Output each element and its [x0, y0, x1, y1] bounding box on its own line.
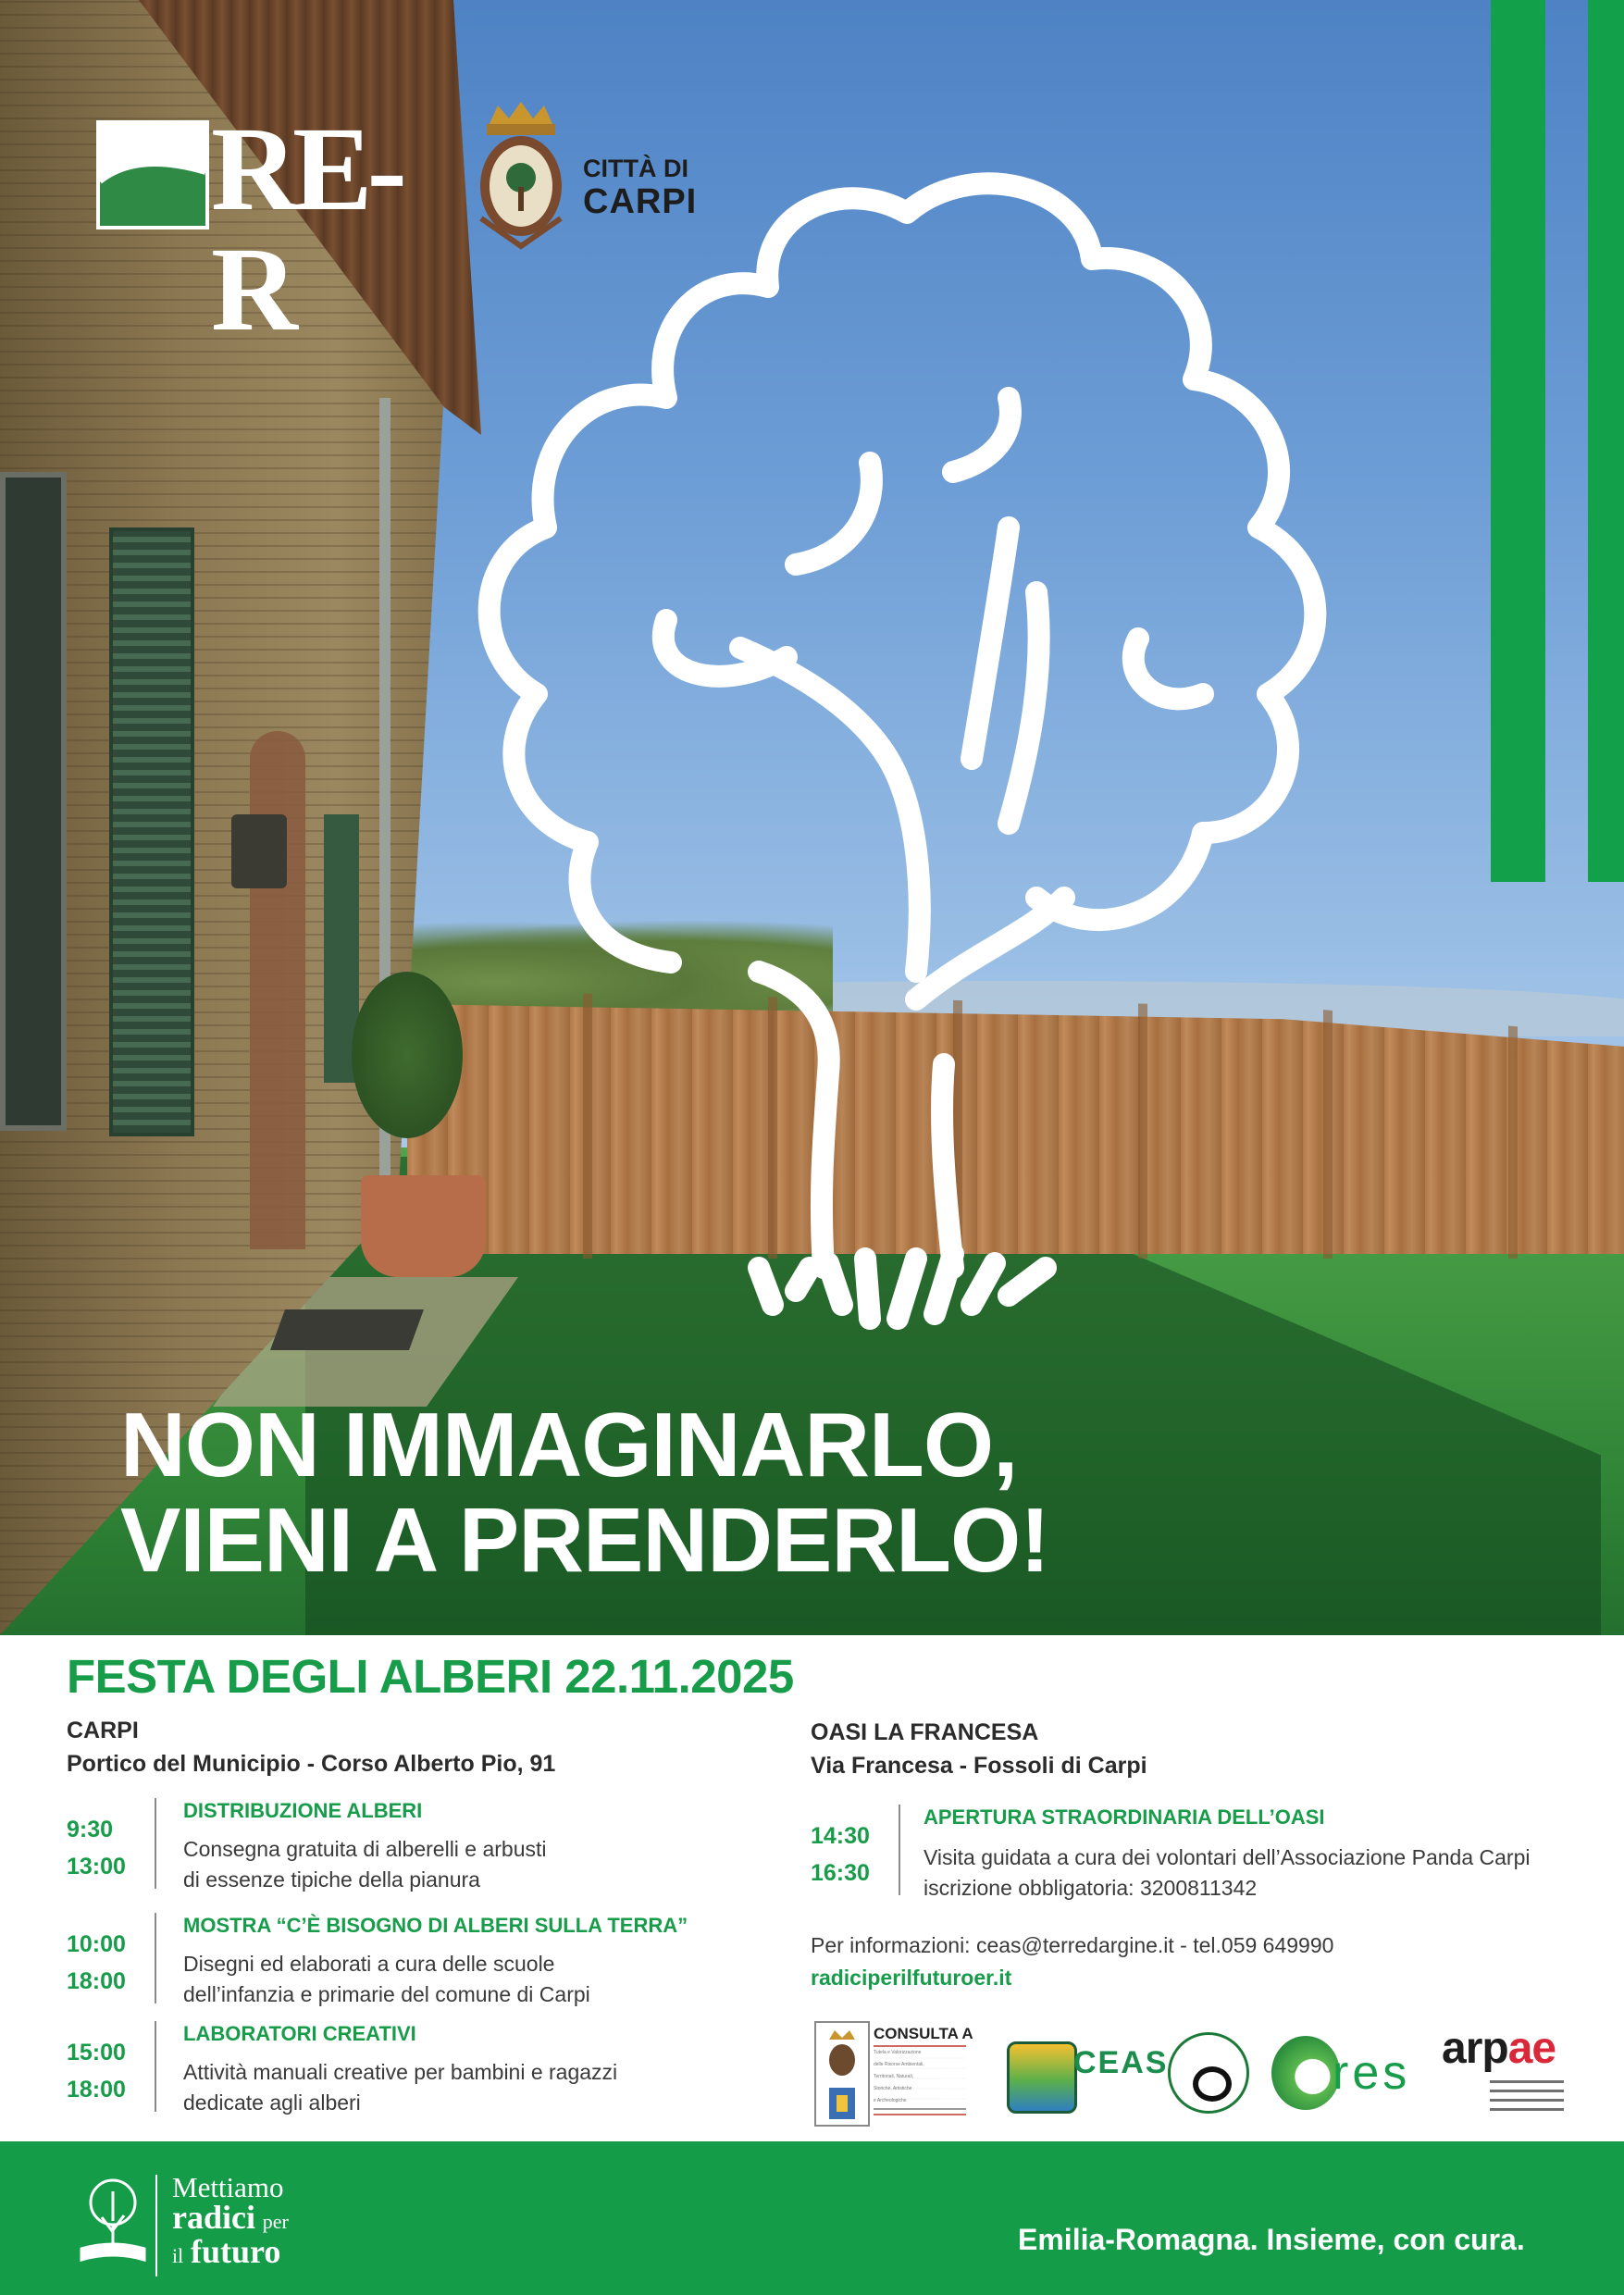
- headline: [120, 1394, 1049, 1591]
- activity-description: [183, 2057, 775, 2119]
- rer-wordmark: RE-R: [211, 103, 402, 356]
- start-time: 10:00: [67, 1931, 126, 1957]
- end-time: 18:00: [67, 2077, 126, 2103]
- activity-times: [811, 1819, 894, 1890]
- start-time: 15:00: [67, 2040, 126, 2066]
- window: [0, 472, 67, 1131]
- ceas-wordmark: CEAS: [1073, 2045, 1169, 2080]
- description-line: Attività manuali creative per bambini e ragazzi: [183, 2059, 618, 2084]
- activity-details: [183, 1798, 775, 1895]
- consulta-subtitle-line: Tutela e Valorizzazione: [874, 2050, 922, 2055]
- consulta-title: CONSULTA A: [874, 2025, 973, 2042]
- activity-title: APERTURA STRAORDINARIA DELL’OASI: [924, 1805, 1325, 1829]
- headline-line2: VIENI A PRENDERLO!: [120, 1488, 1049, 1591]
- arpae-logo: [1440, 2021, 1571, 2125]
- right-location-address: Via Francesa - Fossoli di Carpi: [811, 1753, 1147, 1780]
- contact-info: Per informazioni: ceas@terredargine.it - tel.059 649990: [811, 1933, 1334, 1957]
- consulta-subtitle-line: Storiche, Artistiche: [874, 2086, 912, 2091]
- activity-times: [67, 2036, 150, 2106]
- activity-row: [811, 1805, 1588, 1906]
- res-network-logo: [1268, 2021, 1416, 2125]
- arpae-wordmark-black: arp: [1442, 2024, 1508, 2073]
- activity-details: [924, 1805, 1590, 1904]
- tree-outline-drawing: [453, 157, 1360, 1351]
- right-location-header: [811, 1716, 1147, 1783]
- end-time: 13:00: [67, 1854, 126, 1879]
- divider: [155, 1913, 156, 2003]
- ceas-logo: [1003, 2021, 1169, 2125]
- campaign-line3: [172, 2233, 289, 2271]
- res-wordmark: res: [1333, 2046, 1411, 2100]
- activity-description: [183, 1834, 775, 1896]
- activity-title: LABORATORI CREATIVI: [183, 2022, 416, 2045]
- activity-times: [67, 1813, 150, 1883]
- event-name: FESTA DEGLI ALBERI: [67, 1650, 552, 1703]
- consulta-subtitle-line: Territoriali, Naturali,: [874, 2074, 914, 2079]
- ceas-landscape-icon: [1007, 2041, 1077, 2114]
- green-bar-right: [1588, 0, 1624, 882]
- res-swirl-icon: [1271, 2036, 1340, 2110]
- activity-times: [67, 1928, 150, 1998]
- panda-carpi-logo: [1166, 2021, 1247, 2125]
- description-line: Consegna gratuita di alberelli e arbusti: [183, 1836, 547, 1861]
- arpae-wordmark: [1442, 2023, 1556, 2074]
- regione-emilia-romagna-logo: [93, 103, 426, 356]
- campaign-line1: Mettiamo: [172, 2171, 284, 2203]
- activity-description: [924, 1842, 1590, 1904]
- footer-slogan: Emilia-Romagna. Insieme, con cura.: [1018, 2223, 1525, 2256]
- activity-title: DISTRIBUZIONE ALBERI: [183, 1799, 423, 1822]
- description-line: Disegni ed elaborati a cura delle scuole: [183, 1951, 555, 1976]
- activity-description: [183, 1949, 775, 2011]
- left-location-city: CARPI: [67, 1718, 139, 1743]
- left-location-header: [67, 1714, 555, 1781]
- consulta-subtitle-line: delle Risorse Ambientali,: [874, 2062, 924, 2067]
- arpae-tagline-lines: [1490, 2080, 1564, 2117]
- activity-row: [67, 1913, 770, 2015]
- consulta-ambiente-logo: [814, 2021, 973, 2125]
- divider: [155, 1798, 156, 1889]
- panda-muzzle: [1198, 2072, 1226, 2096]
- campaign-word-per: per: [262, 2210, 289, 2233]
- event-title: [67, 1649, 794, 1704]
- activity-details: [183, 1913, 775, 2010]
- divider: [155, 2021, 156, 2112]
- campaign-line2: [172, 2199, 289, 2237]
- logo-divider: [155, 2175, 157, 2276]
- campaign-wordmark: [172, 2173, 289, 2271]
- green-bar-left: [1491, 0, 1545, 882]
- headline-line1: NON IMMAGINARLO,: [120, 1394, 1018, 1495]
- footer-band: [0, 2141, 1624, 2295]
- event-date: 22.11.2025: [564, 1650, 794, 1703]
- carpi-shield-icon: [814, 2021, 870, 2127]
- website-link[interactable]: radiciperilfuturoer.it: [811, 1966, 1012, 1990]
- campaign-word-radici: radici: [172, 2199, 255, 2236]
- start-time: 9:30: [67, 1817, 114, 1842]
- activity-row: [67, 2021, 770, 2123]
- consulta-subtitle-line: e Archeologiche: [874, 2098, 907, 2103]
- topiary-bush: [352, 972, 463, 1138]
- activity-title: MOSTRA “C’È BISOGNO DI ALBERI SULLA TERRA”: [183, 1914, 688, 1937]
- right-location-name: OASI LA FRANCESA: [811, 1719, 1039, 1745]
- carpi-label-line1: CITTÀ DI: [583, 155, 688, 182]
- carpi-label-line2: CARPI: [583, 181, 698, 221]
- end-time: 18:00: [67, 1968, 126, 1994]
- divider: [899, 1805, 900, 1895]
- left-location-address: Portico del Municipio - Corso Alberto Pio, 91: [67, 1751, 556, 1778]
- arpae-wordmark-red: ae: [1507, 2024, 1556, 2073]
- end-time: 16:30: [811, 1860, 870, 1886]
- description-line: di essenze tipiche della pianura: [183, 1867, 480, 1892]
- brick-arch: [250, 731, 305, 1249]
- green-shutter: [109, 527, 194, 1136]
- start-time: 14:30: [811, 1823, 870, 1849]
- campaign-word-futuro: futuro: [190, 2233, 281, 2270]
- campaign-word-il: il: [172, 2244, 184, 2267]
- activity-row: [67, 1798, 770, 1900]
- mettiamo-radici-logo: [76, 2169, 316, 2280]
- description-line: iscrizione obbligatoria: 3200811342: [924, 1875, 1258, 1900]
- activity-details: [183, 2021, 775, 2118]
- description-line: Visita guidata a cura dei volontari dell’Associazione Panda Carpi: [924, 1844, 1531, 1869]
- doormat: [270, 1309, 424, 1350]
- rer-emblem: [96, 120, 209, 230]
- tree-book-icon: [76, 2175, 150, 2264]
- description-line: dedicate agli alberi: [183, 2090, 361, 2115]
- panda-icon: [1168, 2032, 1249, 2114]
- wall-lamp: [231, 814, 287, 888]
- consulta-subtitle-lines: [874, 2045, 966, 2115]
- description-line: dell’infanzia e primarie del comune di Carpi: [183, 1981, 590, 2006]
